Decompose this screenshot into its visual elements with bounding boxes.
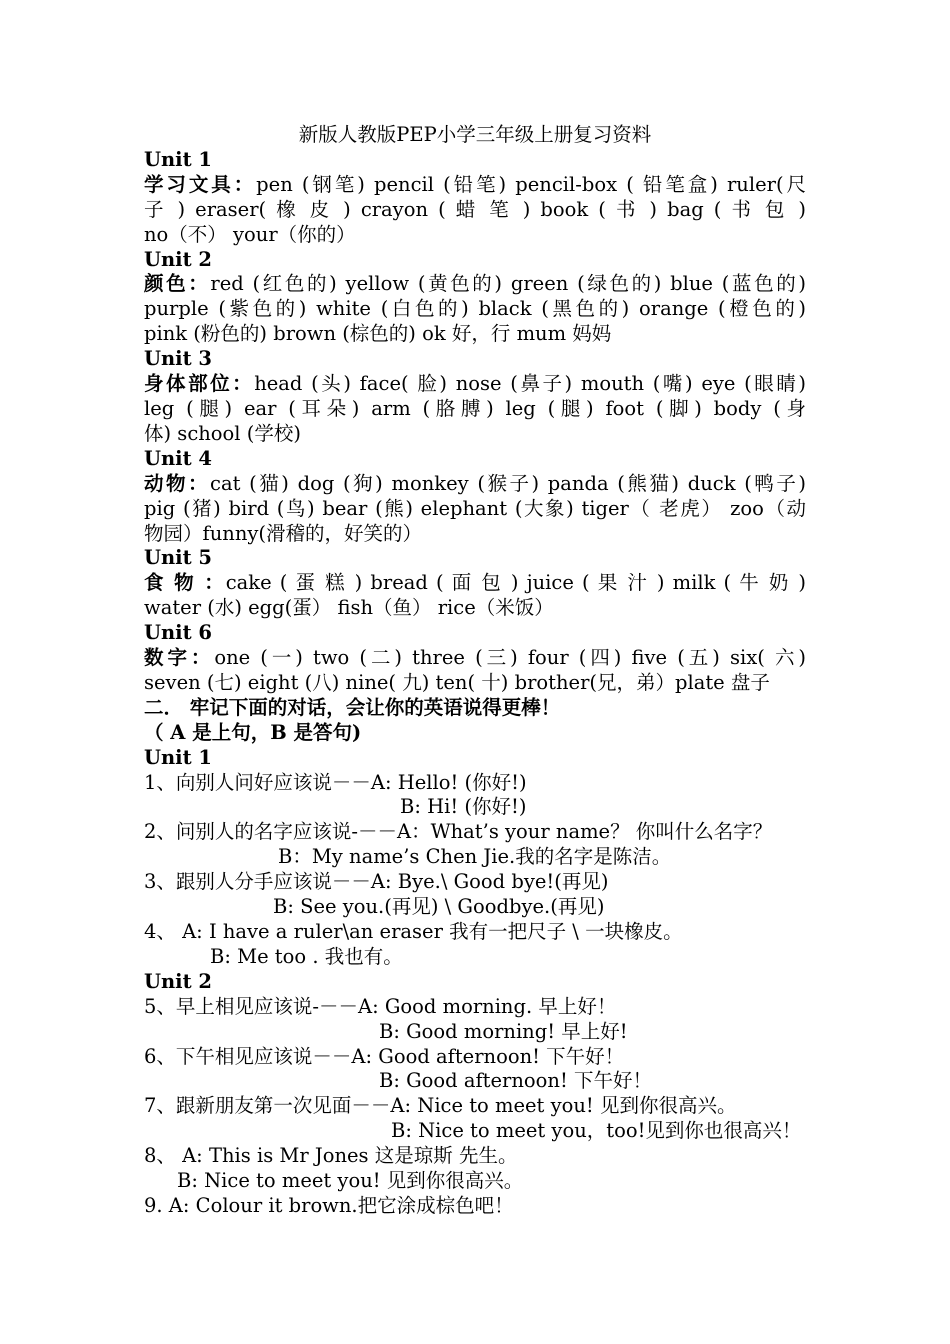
dialog-list [144, 746, 806, 1219]
unit6-heading: Unit 6 [144, 621, 212, 645]
unit2-vocab-text: purple (紫色的) white (白色的) black (黑色的) orange (橙色的) [144, 297, 806, 321]
unit4-vocab-line [144, 522, 806, 547]
unit1-vocab-line [144, 198, 806, 223]
dialog-line: B: Nice to meet you，too!见到你也很高兴！ [391, 1119, 802, 1143]
unit2-category-label: 颜色： [144, 272, 211, 296]
dialog-line: B: Nice to meet you! 见到你很高兴。 [177, 1169, 524, 1193]
unit3-vocab-text: head (头) face( 脸) nose (鼻子) mouth (嘴) eye (眼睛) [254, 372, 806, 396]
dialog-line: 3、跟别人分手应该说－－A: Bye.\ Good bye!(再见) [144, 870, 609, 894]
dialog-line: B: Good afternoon! 下午好！ [379, 1069, 653, 1093]
unit2-heading: Unit 2 [144, 247, 212, 271]
unit4-vocab-line [144, 497, 806, 522]
unit1-vocab-line [144, 173, 806, 198]
dialog-line: B: Me too . 我也有。 [210, 944, 403, 968]
dialog-line: 1、向别人问好应该说－－A: Hello! (你好!) [144, 770, 527, 794]
unit1-vocab-text: no（不） your（你的） [144, 222, 356, 246]
unit5-category-label: 食 物 ： [144, 571, 226, 595]
unit6-vocab-line [144, 671, 806, 696]
unit4-heading: Unit 4 [144, 446, 212, 470]
unit1-vocab-text: 子 ) eraser( 橡 皮 ) crayon ( 蜡 笔 ) book ( 书 ) bag ( 书 包 ) [144, 197, 806, 221]
document-title: 新版人教版PEP小学三年级上册复习资料 [298, 123, 652, 146]
dialog-line: 7、跟新朋友第一次见面－－A: Nice to meet you! 见到你很高兴。 [144, 1094, 737, 1118]
dialog-line: 4、 A: I have a ruler\an eraser 我有一把尺子 \ 一块橡皮。 [144, 920, 683, 943]
unit5-vocab-text: cake ( 蛋 糕 ) bread ( 面 包 ) juice ( 果 汁 ) milk ( 牛 奶 ) [225, 571, 807, 595]
unit4-vocab-line [144, 472, 806, 497]
unit3-vocab-line [144, 372, 806, 397]
document-page [144, 123, 806, 1219]
unit4-vocab-text: 物园）funny(滑稽的，好笑的） [144, 521, 423, 545]
unit5-heading: Unit 5 [144, 546, 212, 570]
unit2-vocab-line [144, 297, 806, 322]
unit3-vocab-line [144, 422, 806, 447]
unit2-vocab-text: pink (粉色的) brown (棕色的) ok 好，行 mum 妈妈 [144, 322, 612, 346]
unit3-heading: Unit 3 [144, 347, 212, 371]
unit2-vocab-text: red (红色的) yellow (黄色的) green (绿色的) blue (蓝色的) [210, 272, 806, 296]
unit5-vocab-text: water (水) egg(蛋） fish（鱼） rice（米饭） [144, 596, 554, 620]
dialog-line: B：My name’s Chen Jie.我的名字是陈洁。 [278, 845, 672, 869]
dialog-unit-heading: Unit 2 [144, 969, 212, 993]
unit3-vocab-line [144, 397, 806, 422]
dialog-line: 8、 A: This is Mr Jones 这是琼斯 先生。 [144, 1144, 518, 1168]
unit1-category-label: 学习文具： [144, 172, 257, 196]
unit6-category-label: 数字： [144, 646, 215, 670]
unit6-vocab-text: seven (七) eight (八) nine( 九) ten( 十) brother(兄，弟）plate 盘子 [144, 670, 770, 694]
dialog-line: 9. A: Colour it brown.把它涂成棕色吧！ [144, 1193, 514, 1217]
unit1-vocab-text: pen (钢笔) pencil (铅笔) pencil-box ( 铅笔盒) ruler(尺 [256, 172, 806, 196]
unit4-vocab-text: cat (猫) dog (狗) monkey (猴子) panda (熊猫) duck (鸭子) [210, 471, 806, 495]
unit4-vocab-text: pig (猪) bird (鸟) bear (熊) elephant (大象) tiger（ 老虎） zoo（动 [144, 496, 806, 520]
unit5-vocab-line [144, 596, 806, 621]
dialog-line: B: See you.(再见) \ Goodbye.(再见) [273, 895, 605, 919]
dialog-line: B: Hi! (你好!) [400, 795, 527, 819]
unit3-category-label: 身体部位： [144, 372, 255, 396]
unit5-vocab-line [144, 571, 806, 596]
unit3-vocab-text: leg (腿) ear (耳朵) arm (胳膊) leg (腿) foot (脚) body (身 [144, 396, 806, 420]
dialog-line: 2、问别人的名字应该说-－－A：What’s your name？ 你叫什么名字？ [144, 820, 773, 844]
dialog-unit-heading: Unit 1 [144, 745, 212, 769]
dialog-line: 6、下午相见应该说－－A: Good afternoon! 下午好！ [144, 1044, 625, 1068]
dialog-line: 5、早上相见应该说-－－A: Good morning. 早上好！ [144, 994, 617, 1018]
unit3-vocab-text: 体) school (学校) [144, 421, 301, 445]
vocabulary-section [144, 148, 806, 696]
unit6-vocab-text: one (一) two (二) three (三) four (四) five (五) six( 六) [214, 646, 806, 670]
dialog-section-note: （ A 是上句，B 是答句) [144, 720, 362, 744]
unit2-vocab-line [144, 322, 806, 347]
unit6-vocab-line [144, 646, 806, 671]
unit1-heading: Unit 1 [144, 147, 212, 171]
dialog-line: B: Good morning! 早上好! [379, 1019, 628, 1043]
unit2-vocab-line [144, 272, 806, 297]
dialog-section-heading: 二． 牢记下面的对话，会让你的英语说得更棒！ [144, 695, 561, 719]
unit1-vocab-line [144, 223, 806, 248]
unit4-category-label: 动物： [144, 471, 211, 495]
